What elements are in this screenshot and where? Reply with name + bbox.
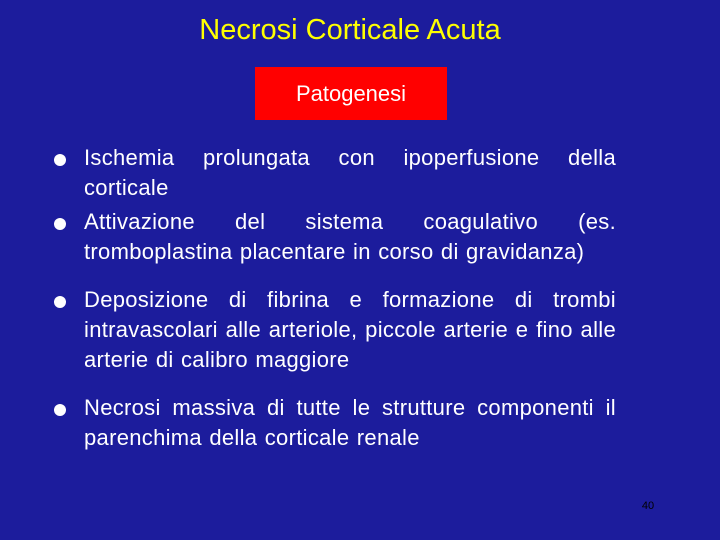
bullet-dot-icon: [54, 218, 66, 230]
bullet-dot-icon: [54, 296, 66, 308]
bullet-list: [46, 143, 616, 453]
bullet-text: Ischemia prolungata con ipoperfusione della corticale: [84, 145, 616, 200]
section-label-box: Patogenesi: [255, 67, 447, 120]
bullet-item: [46, 143, 616, 203]
bullet-text: Attivazione del sistema coagulativo (es. tromboplastina placentare in corso di gravidanza): [84, 209, 616, 264]
bullet-text: Necrosi massiva di tutte le strutture componenti il parenchima della corticale renale: [84, 395, 616, 450]
bullet-item: [46, 285, 616, 375]
bullet-item: [46, 207, 616, 267]
bullet-dot-icon: [54, 404, 66, 416]
page-number: 40: [641, 500, 655, 512]
bullet-dot-icon: [54, 154, 66, 166]
bullet-text: Deposizione di fibrina e formazione di trombi intravascolari alle arteriole, piccole arterie e fino alle arterie di calibro maggiore: [84, 287, 616, 372]
bullet-item: [46, 393, 616, 453]
slide-title: Necrosi Corticale Acuta: [199, 14, 501, 46]
